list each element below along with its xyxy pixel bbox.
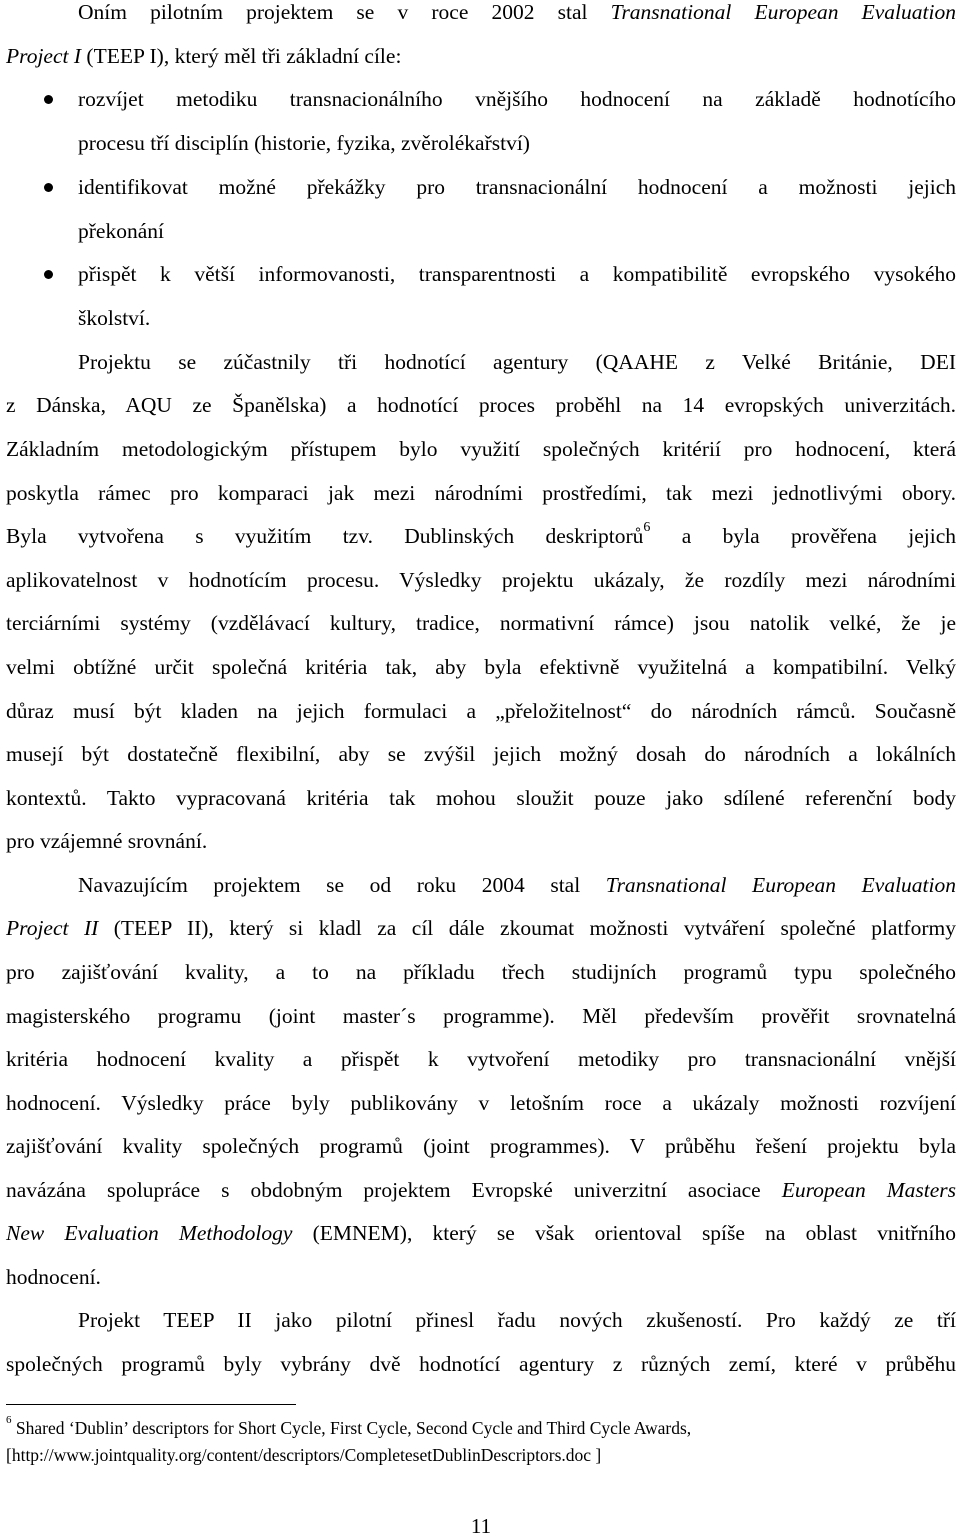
paragraph-2-line-3: Základním metodologickým přístupem bylo využití společných kritérií pro hodnocení, která — [6, 437, 956, 461]
paragraph-2-line-6: aplikovatelnost v hodnotícím procesu. Výsledky projektu ukázaly, že rozdíly mezi národními — [6, 568, 956, 592]
footnote-link[interactable]: [http://www.jointquality.org/content/descriptors/CompletesetDublinDescriptors.doc ] — [6, 1445, 602, 1465]
paragraph-2-line-10: musejí být dostatečně flexibilní, aby se zvýšil jejich možný dosah do národních a lokálních — [6, 742, 956, 766]
paragraph-2-line-2: z Dánska, AQU ze Španělska) a hodnotící proces proběhl na 14 evropských univerzitách. — [6, 393, 956, 417]
paragraph-3-line-6: hodnocení. Výsledky práce byly publikovány v letošním roce a ukázaly možnosti rozvíjení — [6, 1091, 956, 1115]
page-number: 11 — [470, 1514, 492, 1538]
paragraph-3-line-2: Project II (TEEP II), který si kladl za cíl dále zkoumat možnosti vytváření společné platformy — [6, 916, 956, 940]
goal-2-line-1: identifikovat možné překážky pro transnacionální hodnocení a možnosti jejich — [78, 175, 956, 199]
paragraph-3-line-10: hodnocení. — [6, 1265, 101, 1289]
footnote-ref-6[interactable]: 6 — [643, 519, 651, 535]
footnote-number: 6 — [6, 1414, 12, 1427]
footnote-line-1: $^6$ Shared ‘Dublin’ descriptors for Short Cycle, First Cycle, Second Cycle and Third Cycle Awards, — [6, 1414, 692, 1438]
bullet-icon — [44, 270, 53, 279]
paragraph-2-line-4: poskytla rámec pro komparaci jak mezi národními prostředími, tak mezi jednotlivými obory. — [6, 481, 956, 505]
paragraph-4-line-2: společných programů byly vybrány dvě hodnotící agentury z různých zemí, které v průběhu — [6, 1352, 956, 1376]
goal-3-line-2: školství. — [78, 306, 151, 330]
goal-1-line-1: rozvíjet metodiku transnacionálního vnějšího hodnocení na základě hodnotícího — [78, 87, 956, 111]
paragraph-3-line-3: pro zajišťování kvality, a to na příkladu třech studijních programů typu společného — [6, 960, 956, 984]
paragraph-3-line-1: Navazujícím projektem se od roku 2004 stal Transnational European Evaluation — [78, 873, 956, 897]
paragraph-2-line-5: Byla vytvořena s využitím tzv. Dublinských deskriptorů$^6$ a byla prověřena jejich — [6, 519, 957, 548]
paragraph-2-line-8: velmi obtížné určit společná kritéria tak, aby byla efektivně využitelná a kompatibilní. Velký — [6, 655, 956, 679]
paragraph-3-line-8: navázána spolupráce s obdobným projektem Evropské univerzitní asociace European Masters — [6, 1178, 956, 1202]
paragraph-3-line-9: New Evaluation Methodology (EMNEM), který se však orientoval spíše na oblast vnitřního — [6, 1221, 956, 1245]
goal-2-line-2: překonání — [78, 219, 164, 243]
paragraph-1-line-2: Project I (TEEP I), který měl tři základní cíle: — [6, 44, 402, 68]
goal-3-line-1: přispět k větší informovanosti, transparentnosti a kompatibilitě evropského vysokého — [78, 262, 956, 286]
footnote-separator — [6, 1404, 296, 1405]
paragraph-2-line-1: Projektu se zúčastnily tři hodnotící agentury (QAAHE z Velké Británie, DEI — [78, 350, 956, 374]
paragraph-4-line-1: Projekt TEEP II jako pilotní přinesl řadu nových zkušeností. Pro každý ze tří — [78, 1308, 956, 1332]
paragraph-3-line-5: kritéria hodnocení kvality a přispět k vytvoření metodiky pro transnacionální vnější — [6, 1047, 956, 1071]
paragraph-2-line-11: kontextů. Takto vypracovaná kritéria tak mohou sloužit pouze jako sdílené referenční body — [6, 786, 956, 810]
bullet-icon — [44, 95, 53, 104]
paragraph-2-line-7: terciárními systémy (vzdělávací kultury, tradice, normativní rámce) jsou natolik velké, že je — [6, 611, 956, 635]
paragraph-2-line-12: pro vzájemné srovnání. — [6, 829, 208, 853]
goal-1-line-2: procesu tří disciplín (historie, fyzika, zvěrolékařství) — [78, 131, 530, 155]
paragraph-3-line-4: magisterského programu (joint master´s programme). Měl především prověřit srovnatelná — [6, 1004, 956, 1028]
paragraph-3-line-7: zajišťování kvality společných programů (joint programmes). V průběhu řešení projektu byla — [6, 1134, 956, 1158]
paragraph-1-line-1: Oním pilotním projektem se v roce 2002 stal Transnational European Evaluation — [78, 0, 956, 24]
bullet-icon — [44, 183, 53, 192]
paragraph-2-line-9: důraz musí být kladen na jejich formulaci a „přeložitelnost“ do národních rámců. Současně — [6, 699, 956, 723]
